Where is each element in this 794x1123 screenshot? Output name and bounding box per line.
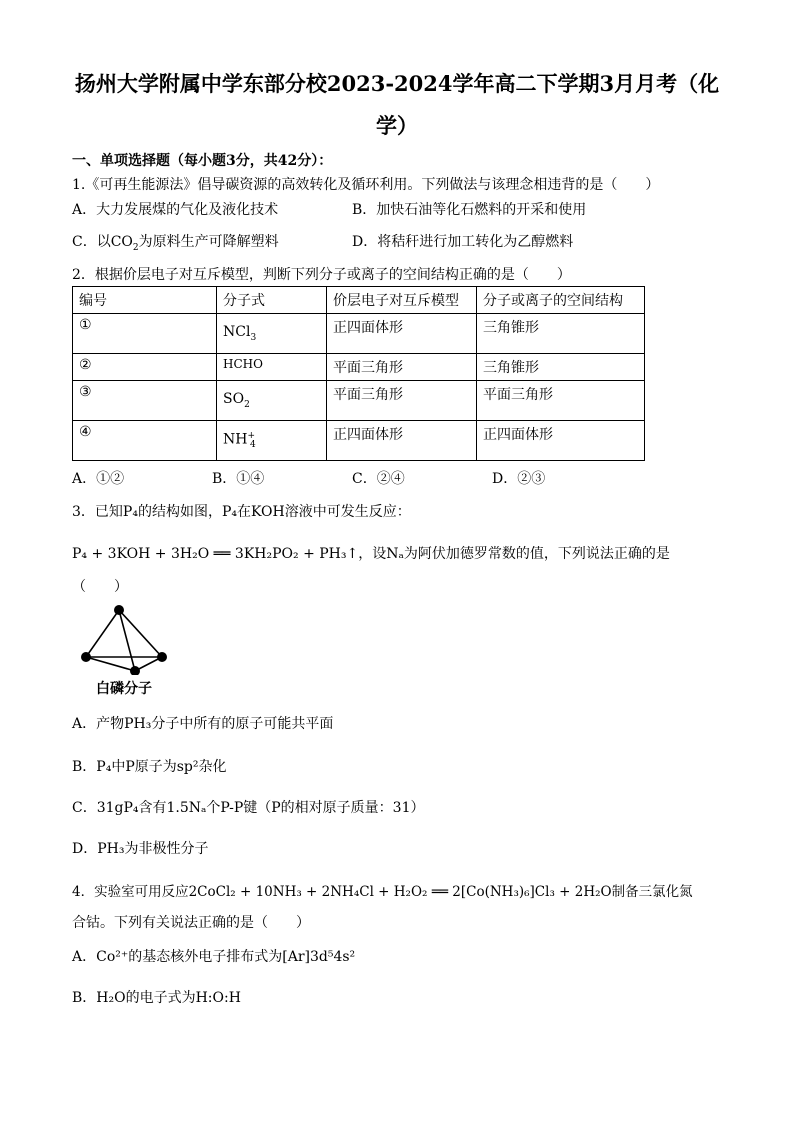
q3-option-c: C．31gP₄含有1.5Nₐ个P-P键（P的相对原子质量：31） <box>72 800 425 816</box>
table-header: 编号 <box>73 287 217 314</box>
table-cell: 平面三角形 <box>477 381 645 421</box>
table-cell: ② <box>73 354 217 381</box>
table-cell: $NH^+_4$ <box>217 421 327 461</box>
page-title-line2: 学） <box>376 113 418 138</box>
q4-option-a: A．Co²⁺的基态核外电子排布式为[Ar]3d⁵4s² <box>72 949 356 965</box>
q3-option-b: B．P₄中P原子为sp²杂化 <box>72 759 227 775</box>
q2-option-c: C．②④ <box>352 471 405 487</box>
table-cell: HCHO <box>217 354 327 381</box>
q4-stem-line2: 合钴。下列有关说法正确的是（ ） <box>72 915 310 931</box>
table-header: 分子或离子的空间结构 <box>477 287 645 314</box>
table-cell: 正四面体形 <box>327 314 477 354</box>
q1-stem: 1.《可再生能源法》倡导碳资源的高效转化及循环利用。下列做法与该理念相违背的是（ ） <box>72 177 660 193</box>
table-row <box>73 381 645 421</box>
table-row <box>73 354 645 381</box>
q3-option-d: D．PH₃为非极性分子 <box>72 841 209 857</box>
q1-option-c: C．以$CO_2$为原料生产可降解塑料 <box>72 234 279 253</box>
phosphorus-atom <box>157 652 167 662</box>
q3-stem: 3．已知P₄的结构如图，P₄在KOH溶液中可发生反应： <box>72 504 411 520</box>
table-cell: NCl$_3$ <box>217 314 327 354</box>
q1-option-b: B．加快石油等化石燃料的开采和使用 <box>352 202 587 218</box>
q2-stem: 2．根据价层电子对互斥模型，判断下列分子或离子的空间结构正确的是（ ） <box>72 267 571 283</box>
table-cell: 三角锥形 <box>477 354 645 381</box>
table-cell: ④ <box>73 421 217 461</box>
q2-option-a: A．①② <box>72 471 125 487</box>
table-cell: ① <box>73 314 217 354</box>
table-cell: 三角锥形 <box>477 314 645 354</box>
phosphorus-atom <box>130 666 140 675</box>
figure-label: 白磷分子 <box>96 681 152 697</box>
table-row <box>73 421 645 461</box>
q4-option-b: B．H₂O的电子式为H:O:H <box>72 990 241 1006</box>
q2-table <box>72 286 645 461</box>
q1-option-d: D．将秸秆进行加工转化为乙醇燃料 <box>352 234 574 250</box>
table-cell: 平面三角形 <box>327 354 477 381</box>
q3-equation: P₄ + 3KOH + 3H₂O ══ 3KH₂PO₂ + PH₃↑，设Nₐ为阿伏加德罗常数的值，下列说法正确的是 <box>72 546 670 562</box>
phosphorus-atom <box>81 652 91 662</box>
table-cell: ③ <box>73 381 217 421</box>
table-cell: 正四面体形 <box>327 421 477 461</box>
q2-option-d: D．②③ <box>492 471 546 487</box>
table-cell: 平面三角形 <box>327 381 477 421</box>
white-phosphorus-figure <box>72 600 182 675</box>
table-header-row <box>73 287 645 314</box>
q3-option-a: A．产物PH₃分子中所有的原子可能共平面 <box>72 716 334 732</box>
q4-stem-line1: 4．实验室可用反应2CoCl₂ + 10NH₃ + 2NH₄Cl + H₂O₂ ══ 2[Co(NH₃)₆]Cl₃ + 2H₂O制备三氯化氮 <box>72 884 693 900</box>
table-cell: 正四面体形 <box>477 421 645 461</box>
q3-paren: （ ） <box>72 579 128 595</box>
table-header: 价层电子对互斥模型 <box>327 287 477 314</box>
page-title-line1: 扬州大学附属中学东部分校2023-2024学年高二下学期3月月考（化 <box>74 71 720 96</box>
phosphorus-atom <box>114 605 124 615</box>
section-heading: 一、单项选择题（每小题3分，共42分）： <box>72 153 333 169</box>
table-header: 分子式 <box>217 287 327 314</box>
table-cell: $SO_2$ <box>217 381 327 421</box>
q2-option-b: B．①④ <box>212 471 265 487</box>
table-row <box>73 314 645 354</box>
q1-option-a: A．大力发展煤的气化及液化技术 <box>72 202 279 218</box>
